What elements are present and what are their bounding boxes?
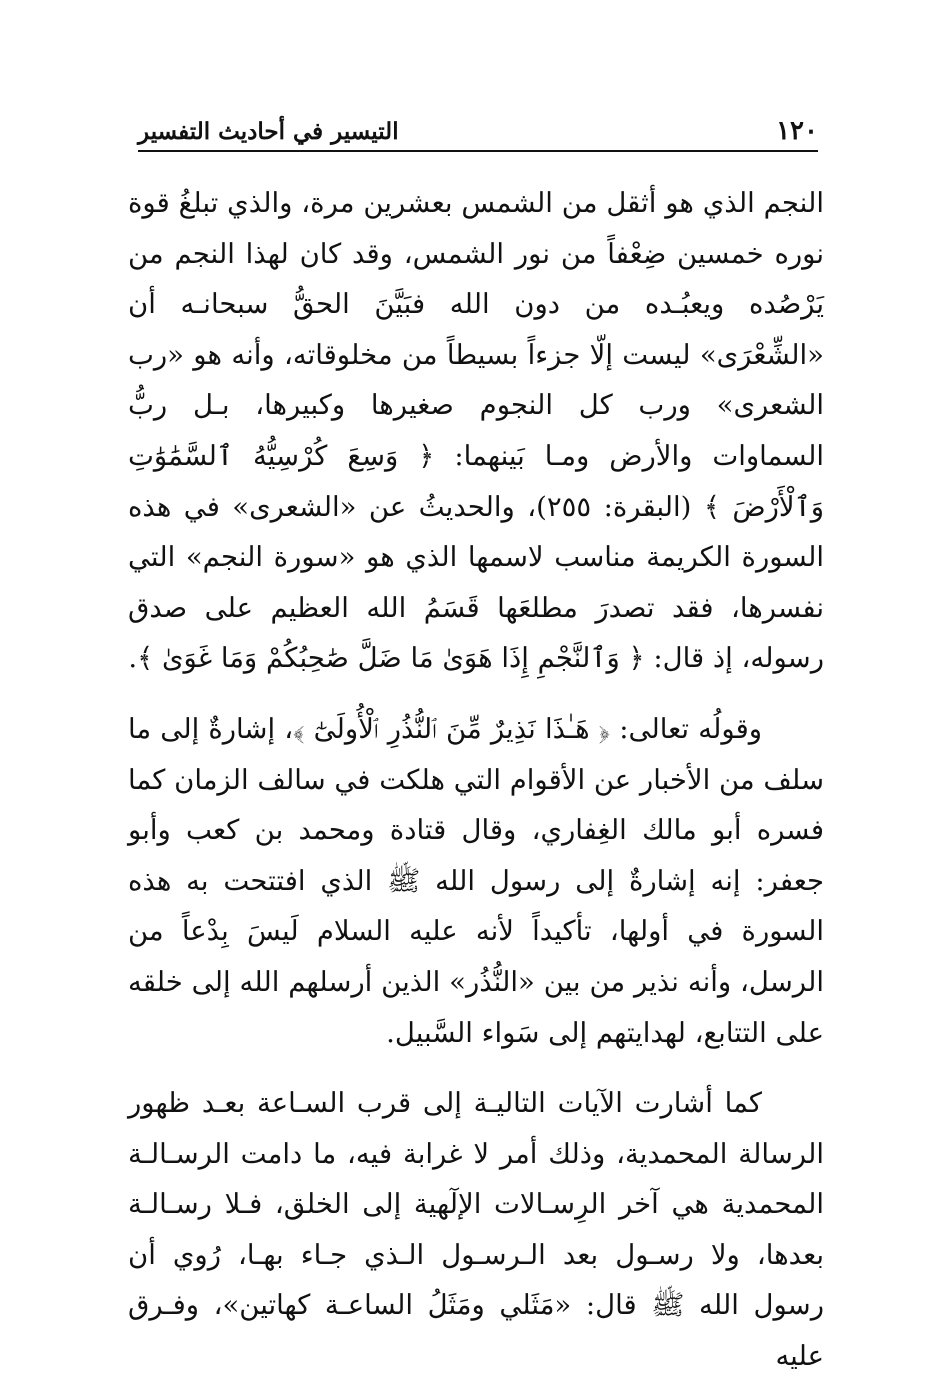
body-text (128, 178, 824, 1382)
running-title: التيسير في أحاديث التفسير (138, 118, 399, 145)
page-header (138, 112, 818, 152)
paragraph-3: كما أشارت الآيات التاليـة إلى قرب السـاعة بعـد ظهور الرسالة المحمدية، وذلك أمر لا غرابة فيه، ما دامت الرسـالـة المحمدية هي آخر الرِسـالات الإلٓهية إلى الخلق، فـلا رسـالـة بعدها، ولا رسـول بعد الـرسـول الـذي جـاء بهـا، رُوي أن رسول الله ﷺ قال: «مَثَلي ومَثَلُ الساعـة كهاتين»، وفـرق عليه (128, 1087, 824, 1373)
paragraph-1: النجم الذي هو أثقل من الشمس بعشرين مرة، والذي تبلغُ قوة نوره خمسين ضِعْفاً من نور الشمس، وقد كان لهذا النجم من يَرْصُده ويعبُـده من دون الله فبَيَّنَ الحقُّ سبحانـه أن «الشِّعْرَى» ليست إلّا جزءاً بسيطاً من مخلوقاته، وأنه هو «رب الشعرى» ورب كل النجوم صغيرها وكبيرها، بـل ربُّ السماوات والأرض ومـا بَينهما: ﴿ وَسِعَ كُرْسِيُّهُ ٱلسَّمَٰوَٰتِ وَٱلْأَرْضَ ﴾ (البقرة: ٢٥٥)، والحديثُ عن «الشعرى» في هذه السورة الكريمة مناسب لاسمها الذي هو «سورة النجم» التي نفسرها، فقد تصدرَ مطلعَها قَسَمُ الله العظيم على صدق رسوله، إذ قال: ﴿ وَٱلنَّجْمِ إِذَا هَوَىٰ مَا ضَلَّ صَٰحِبُكُمْ وَمَا غَوَىٰ ﴾. (128, 187, 825, 675)
paragraph-2: وقولُه تعالى: ﴿ هَـٰذَا نَذِيرٌ مِّنَ ٱلنُّذُرِ ٱلْأُولَىٰٓ ﴾، إشارةٌ إلى ما سلف من الأخبار عن الأقوام التي هلكت في سالف الزمان كما فسره أبو مالك الغِفاري، وقال قتادة ومحمد بن كعب وأبو جعفر: إنه إشارةٌ إلى رسول الله ﷺ الذي افتتحت به هذه السورة في أولها، تأكيداً لأنه عليه السلام لَيسَ بِدْعاً من الرسل، وأنه نذير من بين «النُّذُر» الذين أرسلهم الله إلى خلقه على التتابع، لهدايتهم إلى سَواء السَّبيل. (128, 712, 824, 1049)
header-divider (138, 150, 818, 152)
page-number: ١٢٠ (776, 116, 818, 146)
